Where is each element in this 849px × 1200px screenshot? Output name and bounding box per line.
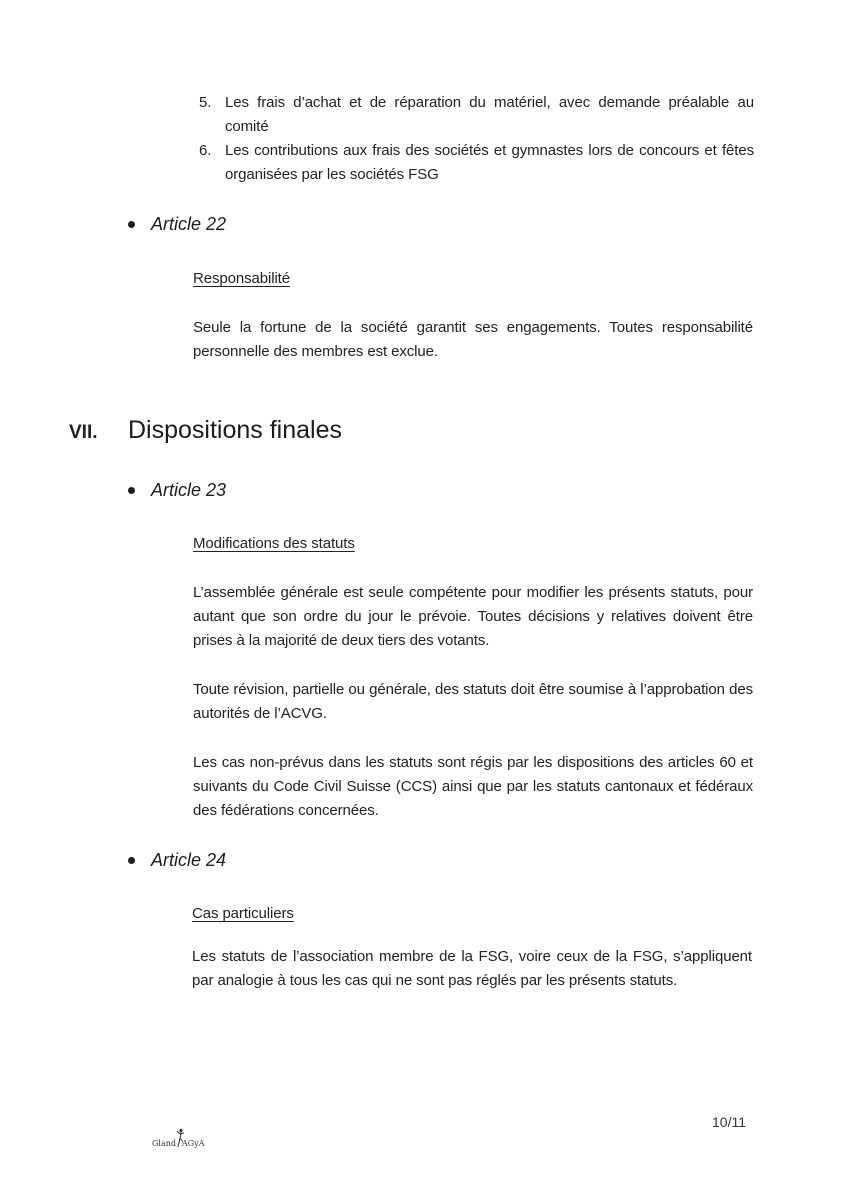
list-item-number: 6. [199,142,212,159]
list-item-number: 5. [199,94,212,111]
section-number: VII. [69,422,98,443]
article-23-subtitle: Modifications des statuts [193,535,355,552]
gymnast-icon [178,1132,180,1148]
article-23-title: Article 23 [151,480,227,500]
article-22-subtitle: Responsabilité [193,270,290,287]
article-23-paragraph-2: Toute révision, partielle ou générale, des statuts doit être soumise à l’approbation des autorités de l’ACVG. [193,681,753,722]
article-23-paragraph-1: L’assemblée générale est seule compétente pour modifier les présents statuts, pour autant que son ordre du jour le prévoie. Toutes décisions y relatives doivent être prises à la majorité de deux tiers des votants. [193,584,753,649]
list-item [199,139,754,187]
list-item [199,91,754,139]
section-title: Dispositions finales [128,416,342,444]
list-item-text: Les frais d’achat et de réparation du matériel, avec demande préalable au comité [225,94,754,135]
article-24-paragraph: Les statuts de l’association membre de la FSG, voire ceux de la FSG, s’appliquent par analogie à tous les cas qui ne sont pas réglés par les présents statuts. [192,948,752,989]
article-22-heading [128,214,226,235]
continued-list [199,91,754,187]
bullet-icon [128,487,135,494]
section-heading [69,416,342,445]
article-23-heading [128,480,226,501]
bullet-icon [128,221,135,228]
club-logo [152,1132,204,1148]
article-24-subtitle: Cas particuliers [192,905,294,922]
logo-text-right: AGyA [182,1139,205,1148]
article-24-title: Article 24 [151,850,227,870]
logo-text-left: Gland [152,1139,176,1148]
article-24-heading [128,850,226,871]
bullet-icon [128,857,135,864]
article-22-paragraph: Seule la fortune de la société garantit ses engagements. Toutes responsabilité personnelle des membres est exclue. [193,319,753,360]
list-item-text: Les contributions aux frais des sociétés et gymnastes lors de concours et fêtes organisées par les sociétés FSG [225,142,754,183]
article-23-paragraph-3: Les cas non-prévus dans les statuts sont régis par les dispositions des articles 60 et suivants du Code Civil Suisse (CCS) ainsi que par les statuts cantonaux et fédéraux des fédérations concernées. [193,754,753,819]
article-22-title: Article 22 [151,214,227,234]
page-number: 10/11 [712,1114,746,1130]
